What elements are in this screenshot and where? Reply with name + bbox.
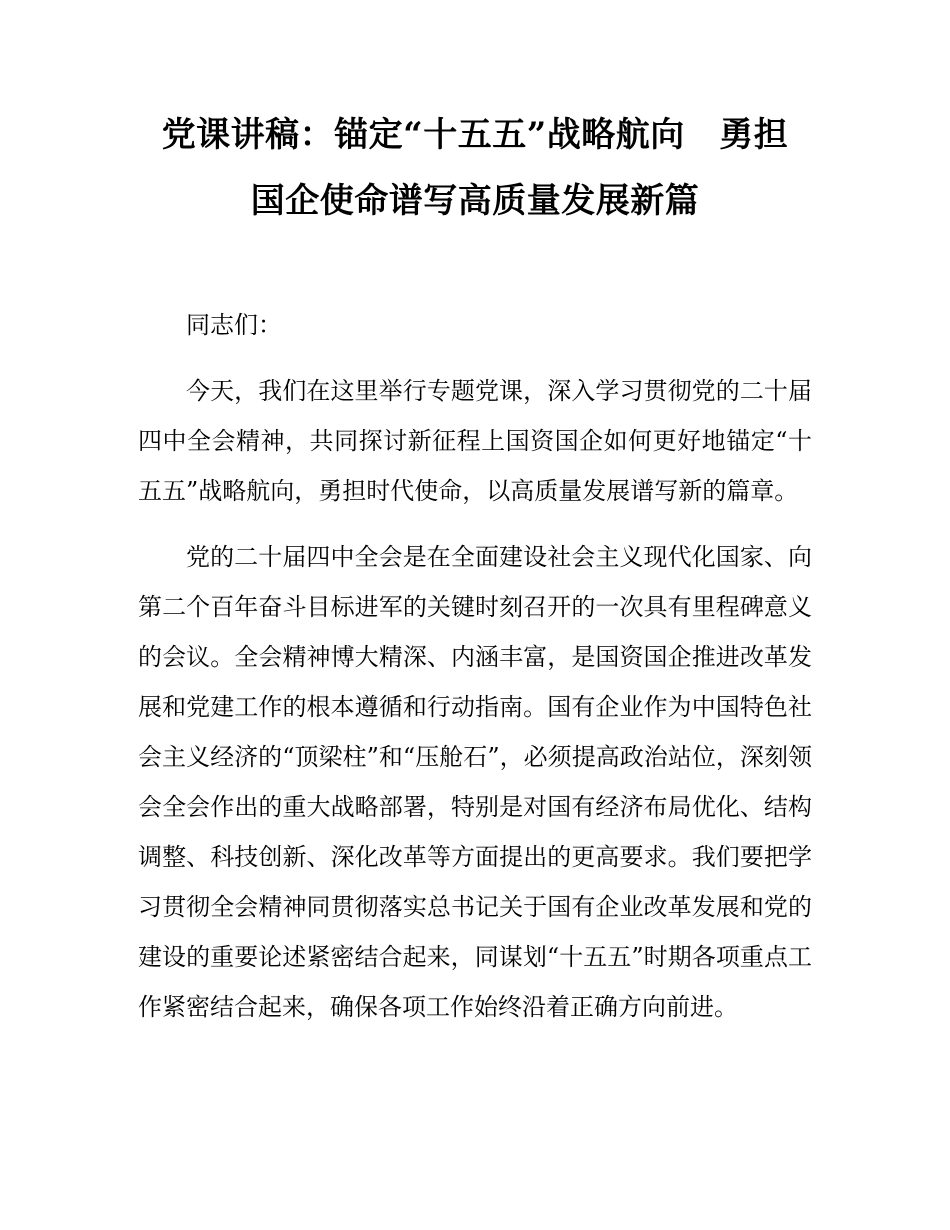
document-title-line-2: 国企使命谱写高质量发展新篇 [250, 181, 700, 221]
document-body [138, 300, 812, 1032]
document-title [138, 102, 812, 234]
document-title-line-1: 党课讲稿：锚定“十五五”战略航向 勇担 [161, 115, 789, 155]
salutation-paragraph: 同志们： [186, 311, 282, 339]
intro-paragraph: 今天，我们在这里举行专题党课，深入学习贯彻党的二十届四中全会精神，共同探讨新征程上国资国企如何更好地锚定“十五五”战略航向，勇担时代使命，以高质量发展谱写新的篇章。 [138, 377, 812, 505]
main-paragraph: 党的二十届四中全会是在全面建设社会主义现代化国家、向第二个百年奋斗目标进军的关键时刻召开的一次具有里程碑意义的会议。全会精神博大精深、内涵丰富，是国资国企推进改革发展和党建工作的根本遵循和行动指南。国有企业作为中国特色社会主义经济的“顶梁柱”和“压舱石”，必须提高政治站位，深刻领会全会作出的重大战略部署，特别是对国有经济布局优化、结构调整、科技创新、深化改革等方面提出的更高要求。我们要把学习贯彻全会精神同贯彻落实总书记关于国有企业改革发展和党的建设的重要论述紧密结合起来，同谋划“十五五”时期各项重点工作紧密结合起来，确保各项工作始终沿着正确方向前进。 [138, 543, 812, 1021]
